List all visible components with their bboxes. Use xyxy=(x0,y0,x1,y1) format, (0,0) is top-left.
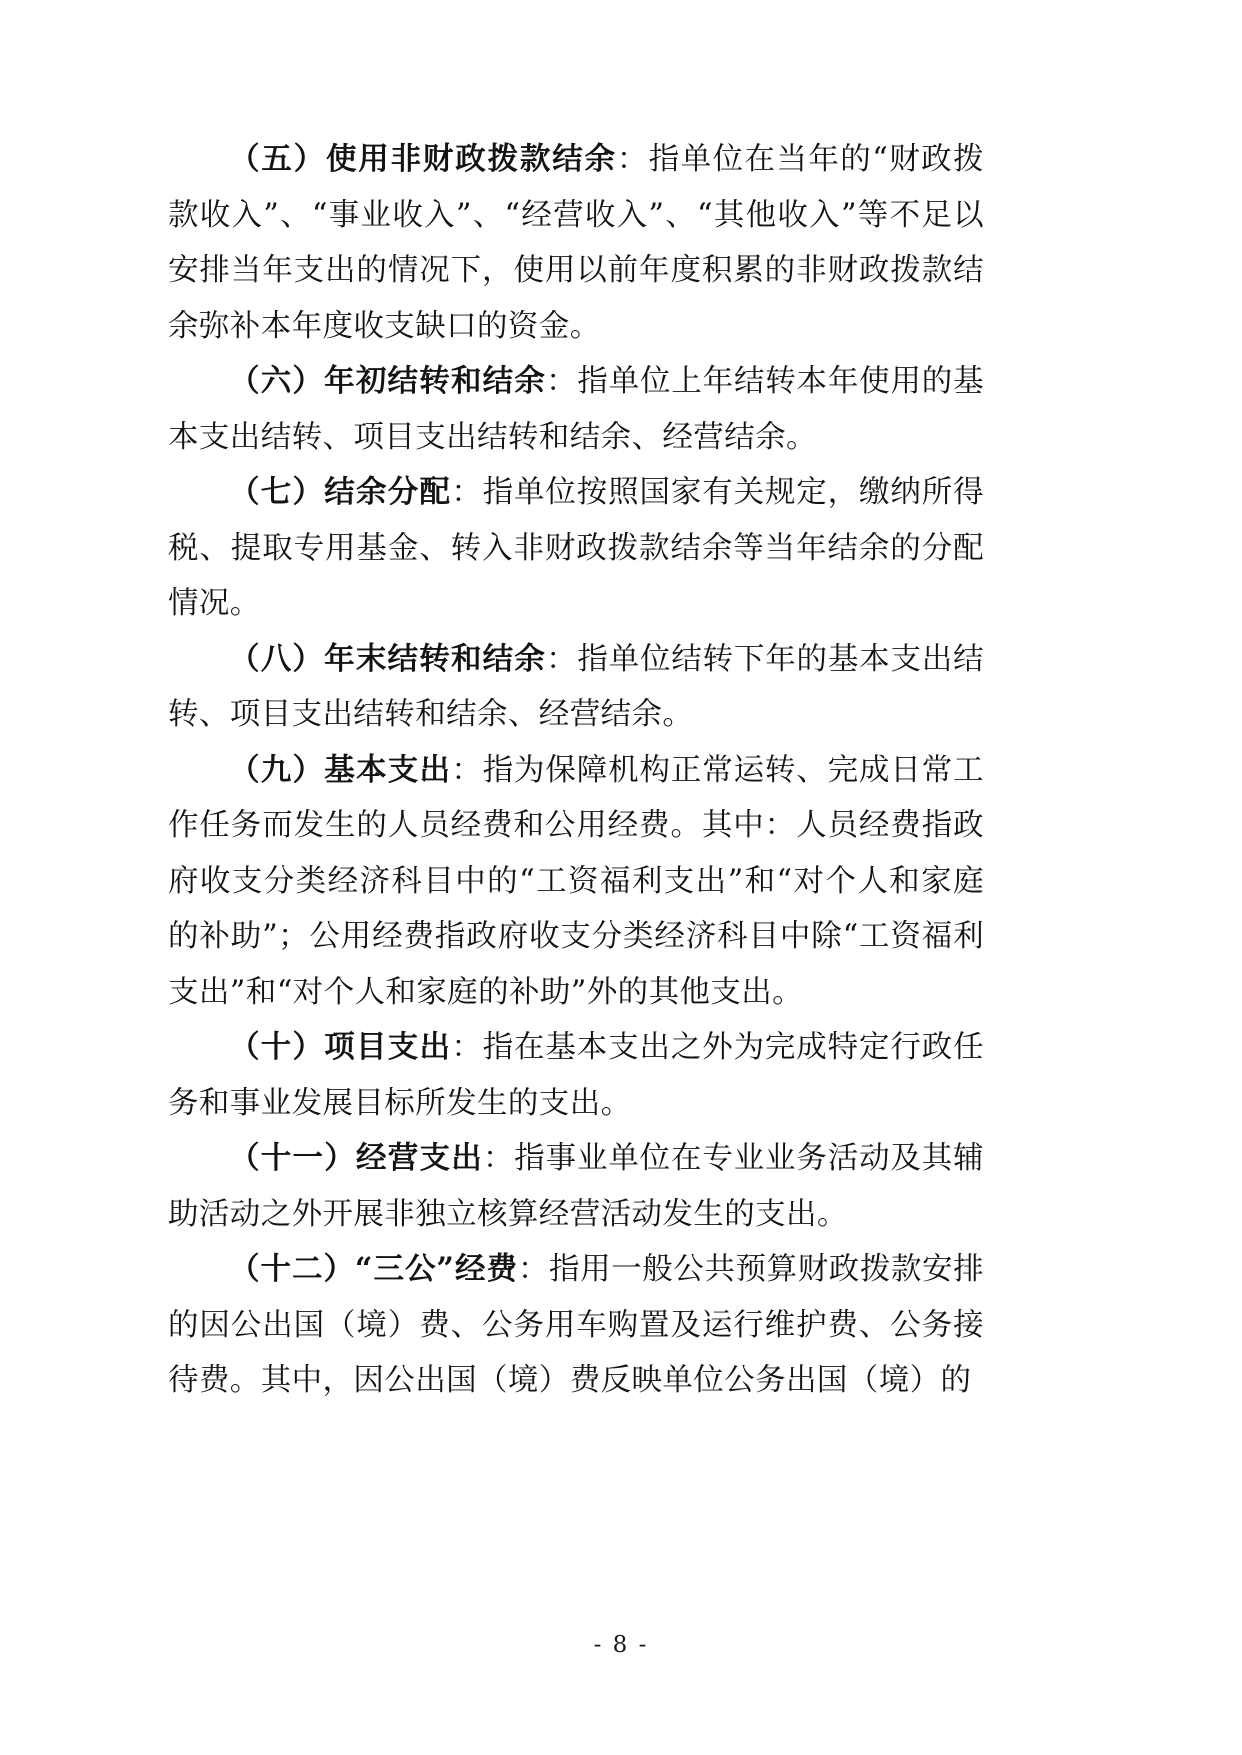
paragraph-lead-item-12: （十二）“三公”经费 xyxy=(229,1251,518,1287)
paragraph-lead-item-11: （十一）经营支出 xyxy=(229,1140,483,1176)
page-body-text xyxy=(168,132,984,1409)
paragraph-item-11 xyxy=(168,1131,984,1242)
paragraph-lead-item-7: （七）结余分配 xyxy=(229,474,452,510)
paragraph-body-item-5: ：指单位在当年的“财政拨款收入”、“事业收入”、“经营收入”、“其他收入”等不足以安排当年支出的情况下，使用以前年度积累的非财政拨款结余弥补本年度收支缺口的资金。 xyxy=(168,142,984,344)
paragraph-item-7 xyxy=(168,465,984,632)
page-number: - 8 - xyxy=(593,1632,649,1658)
paragraph-item-8 xyxy=(168,632,984,743)
paragraph-body-item-11: ：指事业单位在专业业务活动及其辅助活动之外开展非独立核算经营活动发生的支出。 xyxy=(168,1141,984,1232)
paragraph-item-10 xyxy=(168,1020,984,1131)
paragraph-body-item-10: ：指在基本支出之外为完成特定行政任务和事业发展目标所发生的支出。 xyxy=(168,1030,984,1121)
paragraph-lead-item-10: （十）项目支出 xyxy=(229,1029,452,1065)
paragraph-item-12 xyxy=(168,1242,984,1409)
paragraph-item-6 xyxy=(168,354,984,465)
paragraph-body-item-8: ：指单位结转下年的基本支出结转、项目支出结转和结余、经营结余。 xyxy=(168,641,985,732)
paragraph-lead-item-8: （八）年末结转和结余 xyxy=(229,640,547,677)
paragraph-lead-item-9: （九）基本支出 xyxy=(229,751,452,788)
paragraph-body-item-12: ：指用一般公共预算财政拨款安排的因公出国（境）费、公务用车购置及运行维护费、公务接待费。其中，因公出国（境）费反映单位公务出国（境）的 xyxy=(168,1252,985,1398)
paragraph-lead-item-6: （六）年初结转和结余 xyxy=(229,363,547,399)
paragraph-item-9 xyxy=(168,743,984,1021)
paragraph-item-5 xyxy=(168,132,984,354)
paragraph-body-item-6: ：指单位上年结转本年使用的基本支出结转、项目支出结转和结余、经营结余。 xyxy=(168,364,985,455)
paragraph-body-item-9: ：指为保障机构正常运转、完成日常工作任务而发生的人员经费和公用经费。其中：人员经费指政府收支分类经济科目中的“工资福利支出”和“对个人和家庭的补助”；公用经费指政府收支分类经济科目中除“工资福利支出”和“对个人和家庭的补助”外的其他支出。 xyxy=(168,752,984,1010)
paragraph-lead-item-5: （五）使用非财政拨款结余 xyxy=(229,141,617,177)
paragraph-body-item-7: ：指单位按照国家有关规定，缴纳所得税、提取专用基金、转入非财政拨款结余等当年结余的分配情况。 xyxy=(168,475,984,621)
